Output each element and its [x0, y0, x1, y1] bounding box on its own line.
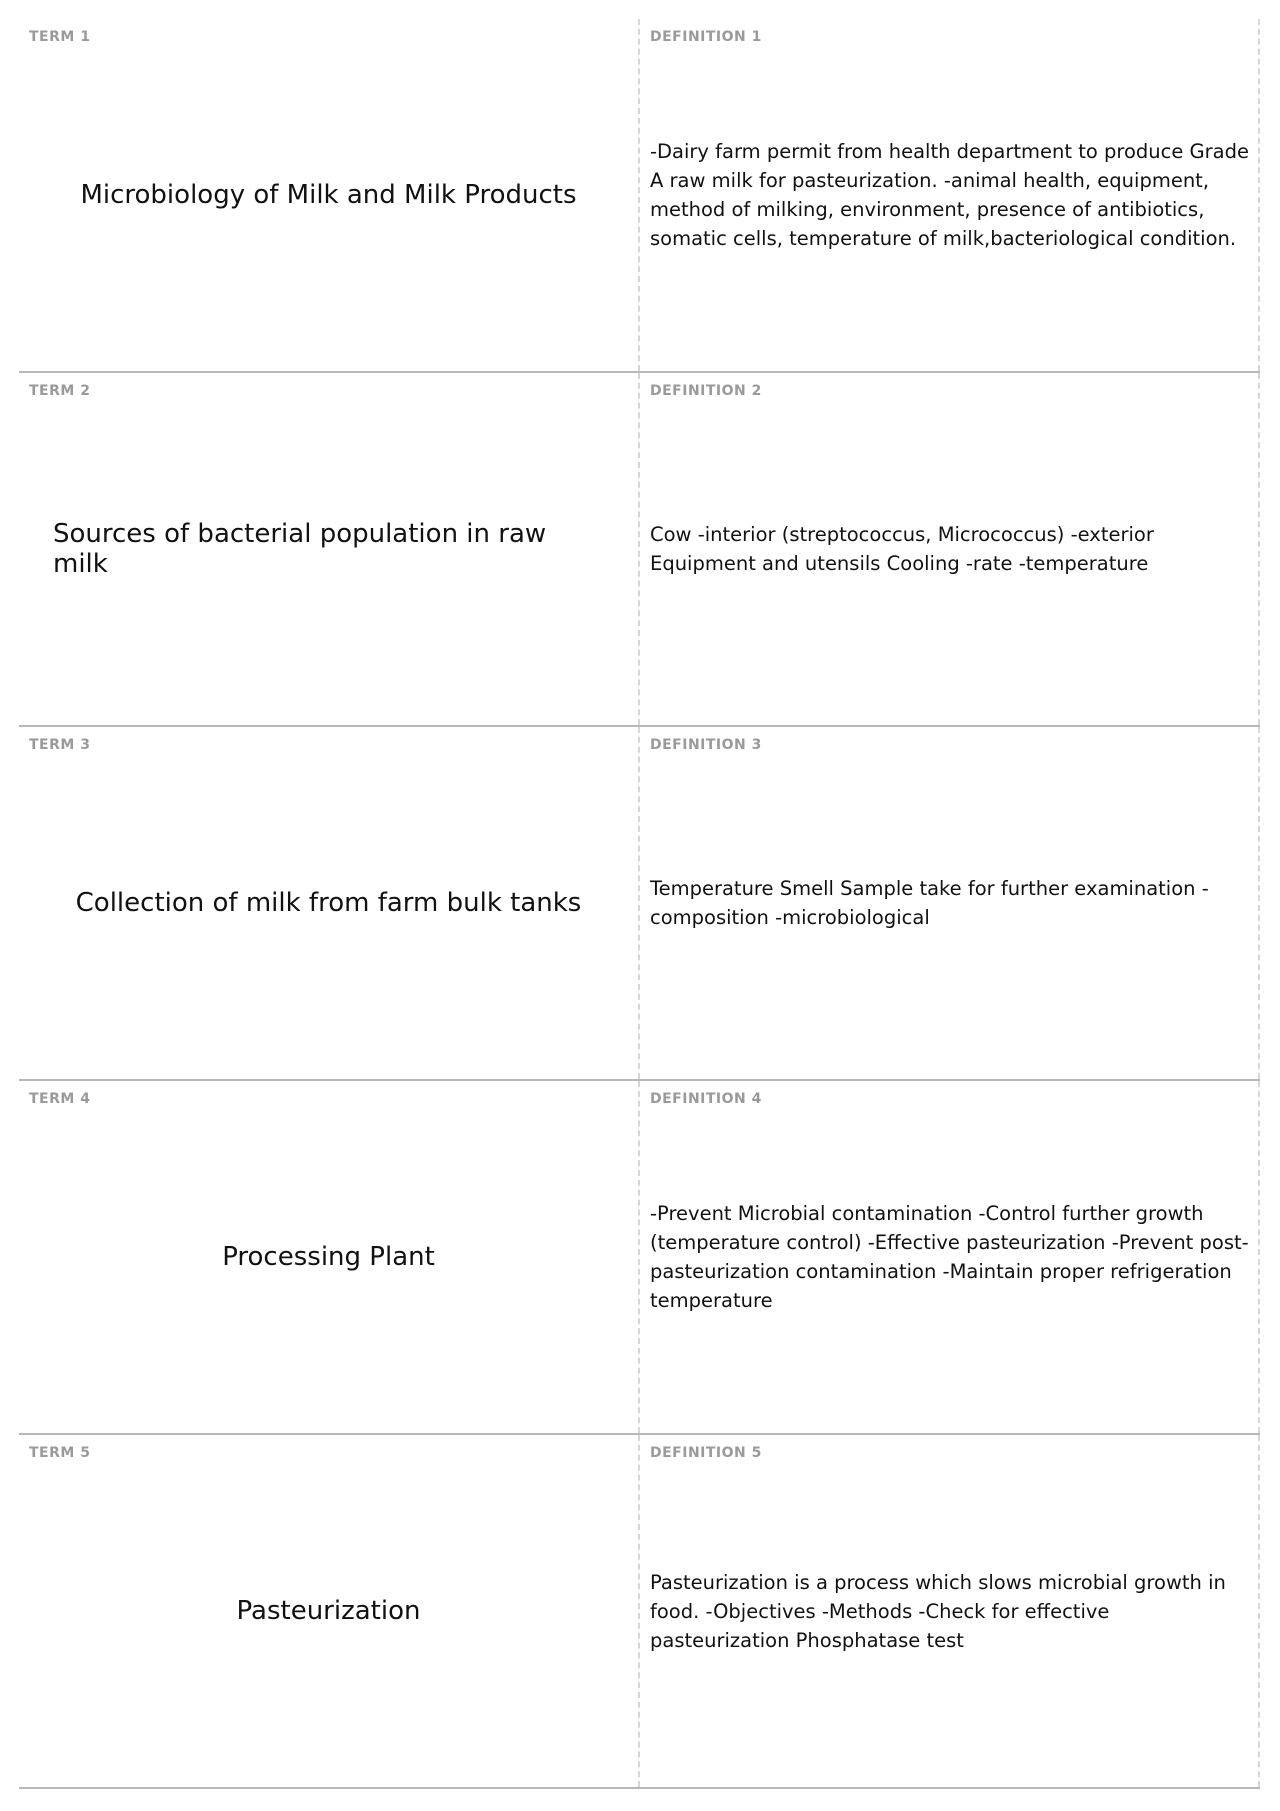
flashcard-row: [19, 1435, 1260, 1789]
term-cell: [19, 373, 640, 725]
term-label: TERM 2: [29, 383, 91, 399]
definition-text: Cow -interior (streptococcus, Micrococcus) -exterior Equipment and utensils Cooling -rate -temperature: [650, 523, 1154, 575]
definition-text-container: [650, 19, 1252, 371]
term-label: TERM 5: [29, 1445, 91, 1461]
flashcard-row: [19, 19, 1260, 373]
definition-cell: [640, 727, 1260, 1079]
definition-cell: [640, 373, 1260, 725]
flashcard-row: [19, 1081, 1260, 1435]
term-text: Pasteurization: [236, 1596, 421, 1626]
term-cell: [19, 1435, 640, 1787]
definition-text: Pasteurization is a process which slows microbial growth in food. -Objectives -Methods -Check for effective pasteurization Phosphatase test: [650, 1570, 1226, 1652]
definition-text: -Dairy farm permit from health department to produce Grade A raw milk for pasteurization. -animal health, equipment, method of milking, environment, presence of antibiotics, somatic cells, temperature of milk,bacteriological condition.: [650, 140, 1250, 250]
term-cell: [19, 1081, 640, 1433]
term-text: Microbiology of Milk and Milk Products: [80, 180, 577, 210]
definition-label: DEFINITION 4: [650, 1091, 762, 1107]
term-text-container: [53, 373, 604, 725]
definition-text-container: [650, 727, 1252, 1079]
flashcard-row: [19, 727, 1260, 1081]
flashcard-sheet: [19, 19, 1260, 1789]
definition-text-container: [650, 373, 1252, 725]
term-text: Processing Plant: [222, 1242, 435, 1272]
flashcard-row: [19, 373, 1260, 727]
definition-cell: [640, 1081, 1260, 1433]
definition-label: DEFINITION 1: [650, 29, 762, 45]
term-cell: [19, 19, 640, 371]
term-label: TERM 3: [29, 737, 91, 753]
term-text-container: [53, 727, 604, 1079]
definition-cell: [640, 1435, 1260, 1787]
definition-text: -Prevent Microbial contamination -Control further growth (temperature control) -Effective pasteurization -Prevent post-pasteurization contamination -Maintain proper refrigeration temperature: [650, 1202, 1249, 1312]
term-label: TERM 4: [29, 1091, 91, 1107]
term-text-container: [53, 19, 604, 371]
definition-text-container: [650, 1081, 1252, 1433]
definition-text-container: [650, 1435, 1252, 1787]
definition-text: Temperature Smell Sample take for further examination -composition -microbiological: [650, 877, 1209, 929]
term-label: TERM 1: [29, 29, 91, 45]
definition-cell: [640, 19, 1260, 371]
term-text-container: [53, 1435, 604, 1787]
term-text: Collection of milk from farm bulk tanks: [75, 888, 582, 918]
definition-label: DEFINITION 2: [650, 383, 762, 399]
term-text-container: [53, 1081, 604, 1433]
term-text: Sources of bacterial population in raw milk: [53, 519, 547, 579]
term-cell: [19, 727, 640, 1079]
definition-label: DEFINITION 3: [650, 737, 762, 753]
definition-label: DEFINITION 5: [650, 1445, 762, 1461]
